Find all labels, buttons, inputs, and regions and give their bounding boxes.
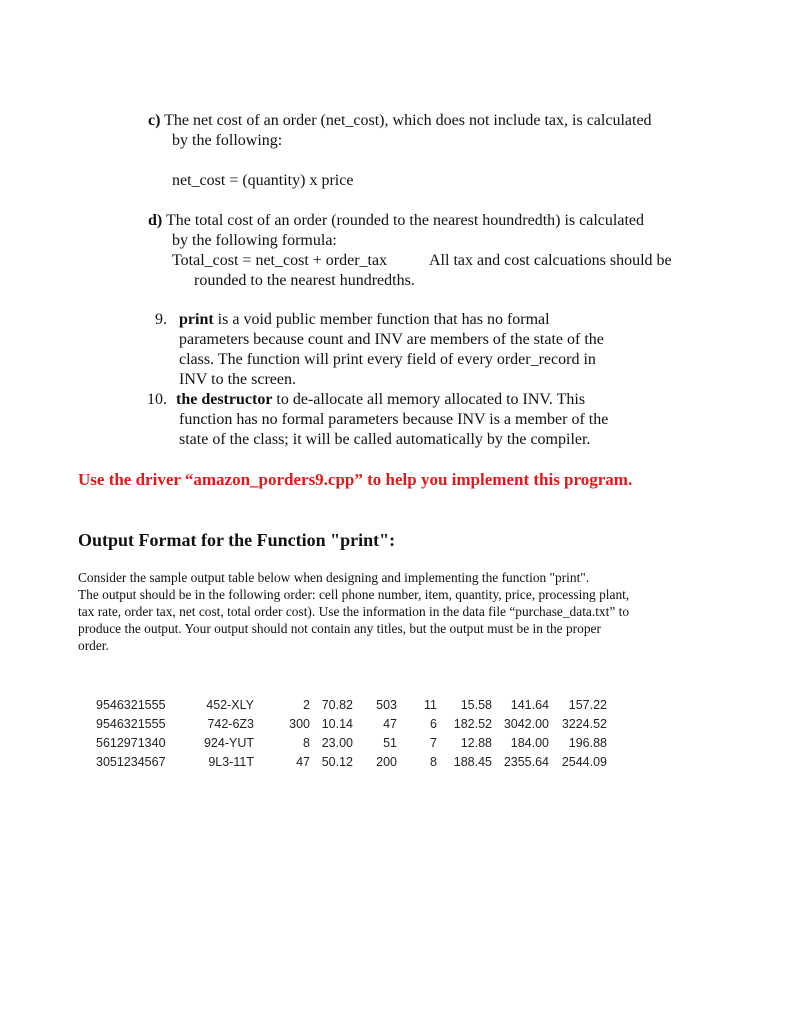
cell-item: 742-6Z3 bbox=[207, 716, 254, 731]
net-cost-formula: net_cost = (quantity) x price bbox=[172, 172, 354, 189]
part-d-text: The total cost of an order (rounded to the nearest houndredth) is calculated bbox=[162, 212, 644, 229]
cell-net-cost: 2355.64 bbox=[503, 754, 549, 769]
cell-quantity: 300 bbox=[289, 716, 310, 731]
description-line3: tax rate, order tax, net cost, total order cost). Use the information in the data file “purchase_data.txt” to bbox=[78, 604, 630, 619]
part-d-label: d) bbox=[148, 212, 163, 229]
cell-plant: 47 bbox=[383, 716, 397, 731]
cell-plant: 51 bbox=[383, 735, 397, 750]
item10-line1 bbox=[176, 390, 585, 410]
table-row bbox=[96, 714, 607, 733]
sample-output-table bbox=[96, 695, 607, 771]
part-c-text: The net cost of an order (net_cost), which does not include tax, is calculated bbox=[160, 112, 652, 129]
item9-line3: class. The function will print every field of every order_record in bbox=[179, 351, 596, 368]
cell-order-tax: 12.88 bbox=[460, 735, 492, 750]
cell-quantity: 47 bbox=[296, 754, 310, 769]
item10-text: to de-allocate all memory allocated to INV. This bbox=[272, 391, 586, 408]
cell-total-cost: 2544.09 bbox=[561, 754, 607, 769]
cell-tax-rate: 8 bbox=[430, 754, 437, 769]
item10-line2: function has no formal parameters because INV is a member of the bbox=[179, 411, 609, 428]
item9-line1 bbox=[179, 310, 550, 330]
cell-order-tax: 182.52 bbox=[453, 716, 492, 731]
cell-price: 23.00 bbox=[321, 735, 353, 750]
cell-tax-rate: 6 bbox=[430, 716, 437, 731]
part-d-line2: by the following formula: bbox=[172, 232, 337, 249]
part-d-line4: rounded to the nearest hundredths. bbox=[194, 272, 415, 289]
cell-quantity: 8 bbox=[303, 735, 310, 750]
item10-line3: state of the class; it will be called automatically by the compiler. bbox=[179, 431, 591, 448]
rounding-note: All tax and cost calcuations should be bbox=[429, 252, 672, 269]
part-c-label: c) bbox=[148, 112, 161, 129]
cell-phone: 3051234567 bbox=[96, 754, 166, 769]
cell-price: 10.14 bbox=[321, 716, 353, 731]
cell-plant: 503 bbox=[376, 697, 397, 712]
table-row bbox=[96, 733, 607, 752]
item10-number: 10. bbox=[147, 391, 167, 408]
description-line1: Consider the sample output table below when designing and implementing the function "print". bbox=[78, 570, 590, 585]
table-row bbox=[96, 752, 607, 771]
cell-tax-rate: 7 bbox=[430, 735, 437, 750]
total-cost-formula: Total_cost = net_cost + order_tax bbox=[172, 252, 388, 269]
cell-total-cost: 3224.52 bbox=[561, 716, 607, 731]
table-row bbox=[96, 695, 607, 714]
item9-text: is a void public member function that has no formal bbox=[213, 311, 550, 328]
description-line2: The output should be in the following order: cell phone number, item, quantity, price, processing plant, bbox=[78, 587, 630, 602]
cell-phone: 9546321555 bbox=[96, 697, 166, 712]
cell-item: 924-YUT bbox=[203, 735, 254, 750]
cell-item: 9L3-11T bbox=[208, 754, 254, 769]
cell-order-tax: 15.58 bbox=[460, 697, 492, 712]
cell-net-cost: 184.00 bbox=[510, 735, 549, 750]
description-line4: produce the output. Your output should not contain any titles, but the output must be in the proper bbox=[78, 621, 601, 636]
part-d-line1 bbox=[148, 211, 644, 231]
cell-total-cost: 157.22 bbox=[568, 697, 607, 712]
item9-keyword: print bbox=[179, 311, 214, 328]
item9-line4: INV to the screen. bbox=[179, 371, 296, 388]
driver-note: Use the driver “amazon_porders9.cpp” to help you implement this program. bbox=[78, 470, 633, 489]
cell-plant: 200 bbox=[376, 754, 397, 769]
cell-item: 452-XLY bbox=[206, 697, 254, 712]
cell-quantity: 2 bbox=[303, 697, 310, 712]
item9-line2: parameters because count and INV are members of the state of the bbox=[179, 331, 604, 348]
output-heading: Output Format for the Function "print": bbox=[78, 530, 396, 550]
item10-keyword: the destructor bbox=[176, 391, 273, 408]
cell-phone: 5612971340 bbox=[96, 735, 166, 750]
cell-tax-rate: 11 bbox=[424, 697, 437, 712]
cell-net-cost: 3042.00 bbox=[503, 716, 549, 731]
cell-total-cost: 196.88 bbox=[568, 735, 607, 750]
cell-net-cost: 141.64 bbox=[510, 697, 549, 712]
part-c-line1 bbox=[148, 111, 652, 131]
cell-order-tax: 188.45 bbox=[453, 754, 492, 769]
item9-number: 9. bbox=[155, 311, 167, 328]
cell-phone: 9546321555 bbox=[96, 716, 166, 731]
description-line5: order. bbox=[78, 638, 109, 653]
cell-price: 50.12 bbox=[321, 754, 353, 769]
cell-price: 70.82 bbox=[321, 697, 353, 712]
part-c-line2: by the following: bbox=[172, 132, 283, 149]
